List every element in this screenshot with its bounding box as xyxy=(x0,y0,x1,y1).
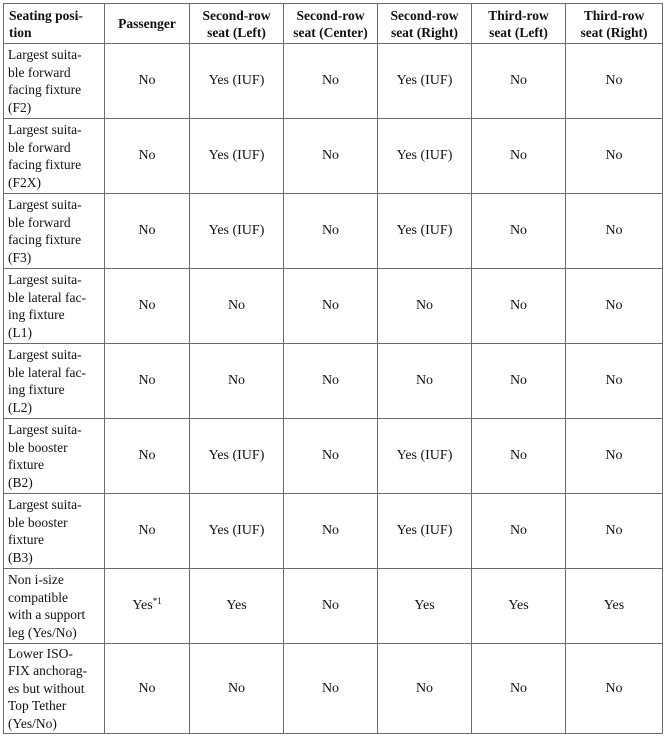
header-seating-position xyxy=(4,4,105,44)
table-cell: No xyxy=(284,44,378,119)
table-cell: No xyxy=(566,269,663,344)
table-cell: No xyxy=(378,644,472,734)
label-line: Top Tether xyxy=(8,698,67,714)
table-cell: No xyxy=(284,494,378,569)
table-row xyxy=(4,194,663,269)
table-cell: No xyxy=(284,419,378,494)
row-label xyxy=(4,119,105,194)
label-line: es but without xyxy=(8,680,85,696)
header-line: seat (Right) xyxy=(390,24,459,40)
table-cell: Yes (IUF) xyxy=(190,119,284,194)
table-cell: No xyxy=(105,419,190,494)
table-cell: Yes (IUF) xyxy=(190,419,284,494)
label-line: with a support xyxy=(8,607,86,622)
table-cell: Yes (IUF) xyxy=(378,419,472,494)
label-line: ble forward xyxy=(8,64,71,80)
table-cell: Yes xyxy=(190,569,284,644)
table-cell: No xyxy=(566,119,663,194)
table-row xyxy=(4,44,663,119)
header-line: Second-row xyxy=(296,7,365,23)
label-line: (F2) xyxy=(8,99,32,115)
table-cell: No xyxy=(105,494,190,569)
row-label xyxy=(4,344,105,419)
header-line: seat (Left) xyxy=(207,24,266,40)
label-line: fixture xyxy=(8,532,44,547)
header-third-row-left xyxy=(472,4,566,44)
header-line: tion xyxy=(9,24,32,40)
label-line: FIX anchorag- xyxy=(8,663,88,679)
header-second-row-left xyxy=(190,4,284,44)
table-cell: No xyxy=(105,119,190,194)
table-row xyxy=(4,494,663,569)
table-row xyxy=(4,344,663,419)
table-cell: No xyxy=(105,269,190,344)
table-cell: No xyxy=(378,344,472,419)
table-cell: Yes (IUF) xyxy=(190,194,284,269)
label-line: ble booster xyxy=(8,439,68,455)
table-cell: Yes xyxy=(566,569,663,644)
label-line: leg (Yes/No) xyxy=(8,624,77,640)
table-cell: No xyxy=(566,44,663,119)
label-line: Largest suita- xyxy=(8,497,82,512)
table-cell: Yes (IUF) xyxy=(190,494,284,569)
row-label xyxy=(4,494,105,569)
label-line: Non i-size xyxy=(8,572,64,587)
header-line: Third-row xyxy=(488,7,549,23)
label-line: compatible xyxy=(8,589,68,605)
row-label xyxy=(4,194,105,269)
table-cell: Yes xyxy=(472,569,566,644)
table-cell: No xyxy=(190,269,284,344)
table-cell: No xyxy=(472,44,566,119)
footnote-marker: *1 xyxy=(152,596,162,606)
table-cell: Yes (IUF) xyxy=(378,194,472,269)
table-cell: No xyxy=(284,569,378,644)
table-cell: No xyxy=(105,644,190,734)
label-line: fixture xyxy=(8,457,44,472)
header-line: Second-row xyxy=(390,7,459,23)
label-line: (F2X) xyxy=(8,174,41,190)
header-second-row-right xyxy=(378,4,472,44)
label-line: Largest suita- xyxy=(8,122,82,137)
table-row xyxy=(4,119,663,194)
table-cell: Yes (IUF) xyxy=(378,119,472,194)
row-label xyxy=(4,44,105,119)
header-line: Passenger xyxy=(118,16,176,31)
label-line: Largest suita- xyxy=(8,272,82,287)
label-line: Lower ISO- xyxy=(8,645,73,661)
header-line: seat (Left) xyxy=(489,24,548,40)
table-cell: No xyxy=(566,644,663,734)
table-cell: No xyxy=(284,194,378,269)
header-passenger xyxy=(105,4,190,44)
header-line: Seating posi- xyxy=(9,7,83,23)
table-row xyxy=(4,419,663,494)
table-row xyxy=(4,644,663,734)
label-line: Largest suita- xyxy=(8,47,82,62)
header-third-row-right xyxy=(566,4,663,44)
row-label xyxy=(4,269,105,344)
table-cell: No xyxy=(284,269,378,344)
table-cell: No xyxy=(472,419,566,494)
table-cell: No xyxy=(284,119,378,194)
label-line: (Yes/No) xyxy=(8,715,57,731)
table-cell: Yes (IUF) xyxy=(378,494,472,569)
header-row xyxy=(4,4,663,44)
label-line: ble forward xyxy=(8,214,71,230)
table-cell: No xyxy=(190,644,284,734)
label-line: ble lateral fac- xyxy=(8,289,86,305)
table-cell: No xyxy=(566,419,663,494)
label-line: (B3) xyxy=(8,549,33,565)
table-cell: Yes (IUF) xyxy=(190,44,284,119)
label-line: ble booster xyxy=(8,514,68,530)
table-cell xyxy=(105,569,190,644)
table-cell: Yes xyxy=(378,569,472,644)
header-line: seat (Center) xyxy=(293,24,368,40)
table-cell: No xyxy=(472,494,566,569)
label-line: ing fixture xyxy=(8,307,65,322)
table-cell: Yes (IUF) xyxy=(378,44,472,119)
label-line: Largest suita- xyxy=(8,197,82,212)
table-row xyxy=(4,269,663,344)
isofix-seating-table xyxy=(3,3,663,734)
header-line: seat (Right) xyxy=(580,24,648,40)
table-cell: No xyxy=(105,44,190,119)
table-cell: No xyxy=(284,344,378,419)
table-cell: No xyxy=(566,344,663,419)
table-cell: No xyxy=(472,644,566,734)
label-line: (F3) xyxy=(8,249,32,265)
table-cell: No xyxy=(105,344,190,419)
table-cell: No xyxy=(472,119,566,194)
label-line: Largest suita- xyxy=(8,422,82,437)
table-row xyxy=(4,569,663,644)
header-line: Second-row xyxy=(202,7,271,23)
label-line: facing fixture xyxy=(8,232,82,247)
label-line: ing fixture xyxy=(8,382,65,397)
table-cell: No xyxy=(566,494,663,569)
table-cell: No xyxy=(284,644,378,734)
table-cell: No xyxy=(378,269,472,344)
row-label xyxy=(4,644,105,734)
label-line: (L2) xyxy=(8,399,32,415)
table-cell: No xyxy=(105,194,190,269)
table-cell: No xyxy=(472,344,566,419)
label-line: (L1) xyxy=(8,324,32,340)
label-line: (B2) xyxy=(8,474,33,490)
header-second-row-center xyxy=(284,4,378,44)
table-cell: No xyxy=(472,269,566,344)
label-line: ble lateral fac- xyxy=(8,364,86,380)
label-line: ble forward xyxy=(8,139,71,155)
cell-value: Yes xyxy=(132,598,153,613)
row-label xyxy=(4,569,105,644)
table-cell: No xyxy=(472,194,566,269)
table-cell: No xyxy=(566,194,663,269)
row-label xyxy=(4,419,105,494)
label-line: facing fixture xyxy=(8,82,82,97)
label-line: facing fixture xyxy=(8,157,82,172)
label-line: Largest suita- xyxy=(8,347,82,362)
header-line: Third-row xyxy=(583,7,645,23)
table-cell: No xyxy=(190,344,284,419)
